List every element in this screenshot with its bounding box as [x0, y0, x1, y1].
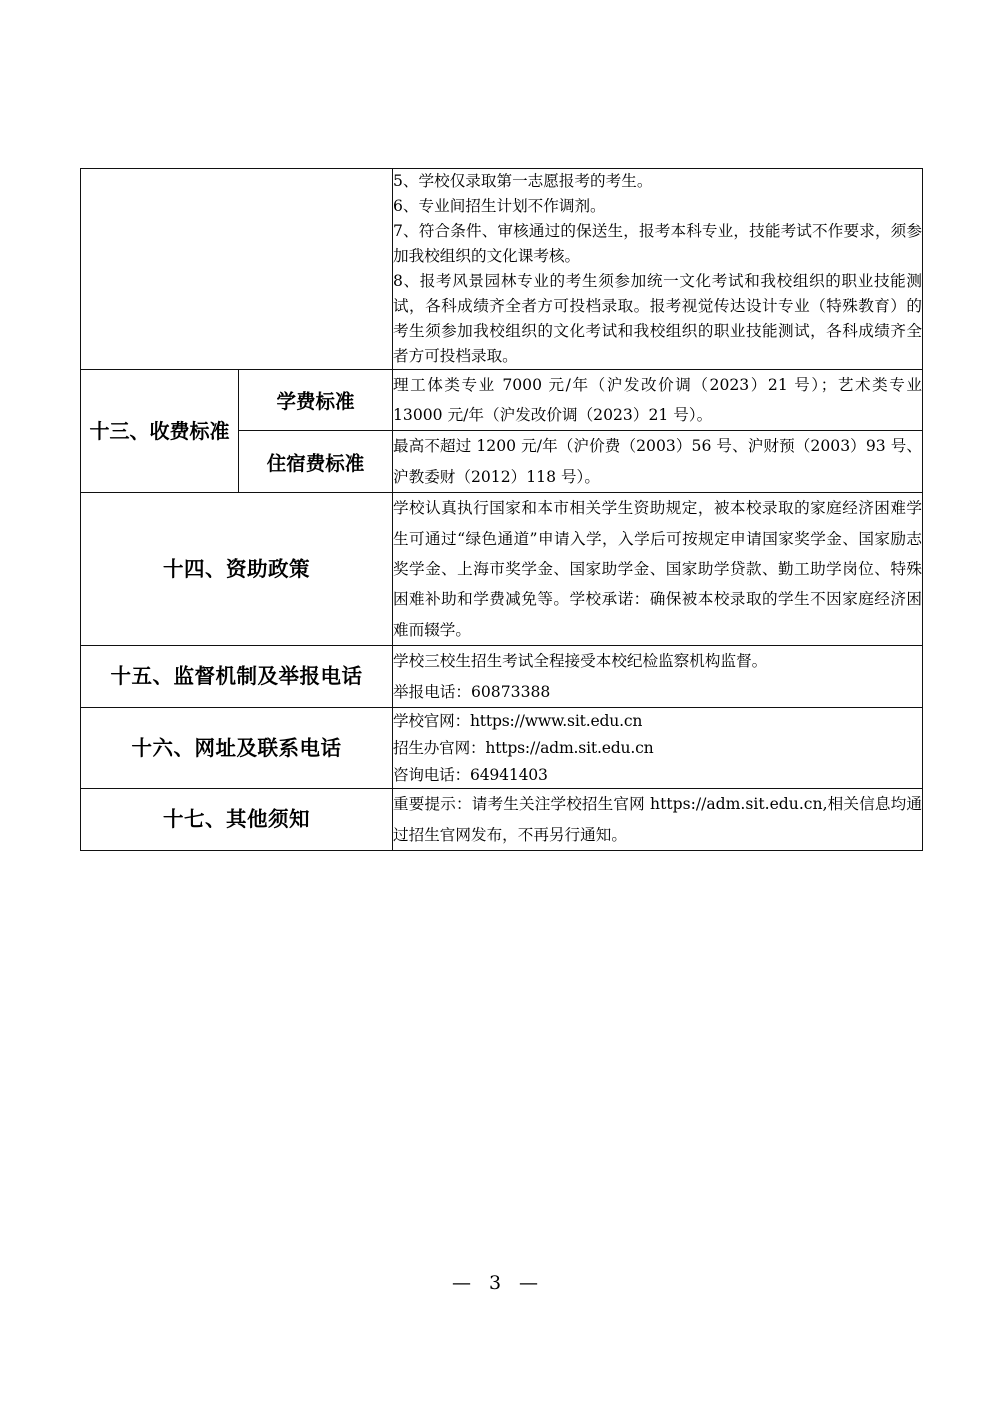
sublabel-accommodation-standard: 住宿费标准: [239, 431, 393, 493]
page-number: 3: [488, 1272, 504, 1294]
row-label-financial-aid-policy: 十四、资助政策: [81, 493, 393, 646]
admission-regulations-table: [80, 168, 923, 851]
admission-rules-content: [393, 169, 923, 370]
row-label-supervision: 十五、监督机制及举报电话: [81, 646, 393, 708]
financial-aid-policy-text: 学校认真执行国家和本市相关学生资助规定，被本校录取的家庭经济困难学生可通过“绿色通道”申请入学，入学后可按规定申请国家奖学金、国家励志奖学金、上海市奖学金、国家助学金、国家助学贷款、勤工助学岗位、特殊困难补助和学费减免等。学校承诺：确保被本校录取的学生不因家庭经济困难而辍学。: [393, 499, 922, 639]
footer-dash-left: —: [451, 1272, 473, 1294]
table-row: [81, 789, 923, 851]
tuition-standard-text: 理工体类专业 7000 元/年（沪发改价调（2023）21 号）；艺术类专业 13000 元/年（沪发改价调（2023）21 号）。: [393, 375, 922, 424]
financial-aid-policy-content: [393, 493, 923, 646]
accommodation-standard-text: 最高不超过 1200 元/年（沪价费（2003）56 号、沪财预（2003）93 号、沪教委财（2012）118 号）。: [393, 437, 922, 486]
table-row: [81, 369, 923, 431]
supervision-text: 学校三校生招生考试全程接受本校纪检监察机构监督。: [393, 652, 768, 671]
tuition-standard-content: [393, 369, 923, 431]
row-label-other-notices: 十七、其他须知: [81, 789, 393, 851]
rule-line-6: 6、专业间招生计划不作调剂。: [393, 196, 606, 215]
other-notices-content: [393, 789, 923, 851]
row-label-fee-standards: 十三、收费标准: [81, 369, 239, 493]
consultation-phone-text: 咨询电话：64941403: [393, 765, 548, 784]
table-row: [81, 169, 923, 370]
table-row: [81, 646, 923, 708]
admissions-website-text: 招生办官网：https://adm.sit.edu.cn: [393, 738, 654, 757]
table-row: [81, 493, 923, 646]
report-phone-text: 举报电话：60873388: [393, 682, 551, 701]
supervision-content: [393, 646, 923, 708]
rule-line-5: 5、学校仅录取第一志愿报考的考生。: [393, 172, 653, 190]
row-label-empty: [81, 169, 393, 370]
website-contact-content: [393, 707, 923, 788]
other-notices-text: 重要提示：请考生关注学校招生官网 https://adm.sit.edu.cn,相关信息均通过招生官网发布，不再另行通知。: [393, 795, 922, 844]
accommodation-standard-content: [393, 431, 923, 493]
rule-line-8: 8、报考风景园林专业的考生须参加统一文化考试和我校组织的职业技能测试，各科成绩齐全者方可投档录取。报考视觉传达设计专业（特殊教育）的考生须参加我校组织的文化考试和我校组织的职业技能测试，各科成绩齐全者方可投档录取。: [393, 271, 922, 365]
rule-line-7: 7、符合条件、审核通过的保送生，报考本科专业，技能考试不作要求，须参加我校组织的文化课考核。: [393, 221, 922, 265]
sublabel-tuition-standard: 学费标准: [239, 369, 393, 431]
footer-dash-right: —: [519, 1272, 541, 1294]
page-footer: [0, 1272, 992, 1294]
table-row: [81, 707, 923, 788]
school-website-text: 学校官网：https://www.sit.edu.cn: [393, 711, 643, 730]
row-label-website-contact: 十六、网址及联系电话: [81, 707, 393, 788]
